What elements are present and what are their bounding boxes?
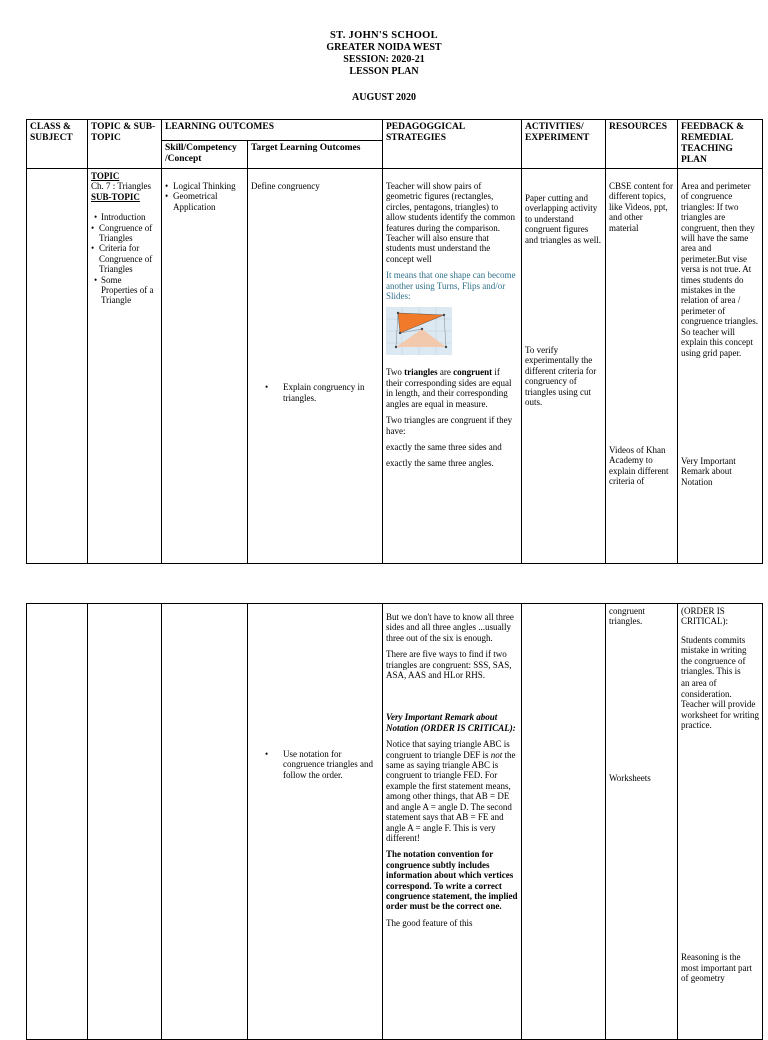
header-resources: RESOURCES (606, 120, 678, 169)
header-learning-outcomes: LEARNING OUTCOMES (162, 120, 383, 141)
resources-cell (606, 604, 678, 1040)
resource-text: congruent triangles. (609, 606, 645, 627)
pedagogy-text: It means that one shape can become another using Turns, Flips and/or Slides: (386, 270, 516, 302)
resources-cell (606, 169, 678, 564)
pedagogy-text: Two triangles are congruent if their corresponding sides are equal in length, and their corresponding angles are equal in measure. (386, 367, 512, 409)
topic-label: TOPIC (91, 171, 120, 181)
target-cell (248, 604, 383, 1040)
feedback-text: (ORDER IS CRITICAL): (681, 606, 728, 627)
header-feedback: FEEDBACK & REMEDIAL TEACHING PLAN (678, 120, 763, 169)
skill-item: • Geometrical Application (165, 191, 244, 212)
subtopic-item: • Introduction (91, 212, 158, 222)
subtopic-item: • Criteria for Congruence of Triangles (91, 243, 158, 274)
pedagogy-text: The good feature of this (386, 917, 473, 928)
header-skill: Skill/Competency /Concept (162, 141, 248, 169)
activity-text: To verify experimentally the different criteria for congruency of triangles using cut outs. (525, 345, 597, 408)
subtopic-item: • Congruence of Triangles (91, 223, 158, 244)
resource-text: CBSE content for different topics, like Videos, ppt, and other material (609, 181, 673, 233)
target-outcome: • Explain congruency in triangles. (259, 382, 379, 403)
pedagogy-text: Teacher will show pairs of geometric figures (rectangles, circles, pentagons, triangles) to allow students identify the common features during the comparison. Teacher will also ensure that students must understand the concept well (386, 181, 515, 264)
pedagogical-cell (383, 604, 522, 1040)
congruent-shapes-figure (386, 307, 452, 355)
school-location: GREATER NOIDA WEST (326, 42, 442, 53)
lesson-plan-table-1 (26, 119, 763, 564)
pedagogy-text: There are five ways to find if two triangles are congruent: SSS, SAS, ASA, AAS and HLor RHS. (386, 649, 512, 681)
month: AUGUST 2020 (352, 92, 416, 103)
header-pedagogical: PEDAGOGGICAL STRATEGIES (383, 120, 522, 169)
feedback-text: Students commits mistake in writing the congruence of triangles. This is (681, 634, 747, 677)
resource-text: Worksheets (609, 772, 651, 783)
pedagogy-text: exactly the same three angles. (386, 458, 494, 469)
activities-cell (522, 604, 606, 1040)
pedagogy-text: Two triangles are congruent if they have: (386, 415, 513, 436)
skill-cell (162, 604, 248, 1040)
target-cell (248, 169, 383, 564)
skill-item: • Logical Thinking (165, 181, 244, 191)
document-header (0, 30, 768, 104)
target-outcome: • Use notation for congruence triangles and follow the order. (259, 749, 379, 780)
topic-value: Ch. 7 : Triangles (91, 181, 152, 192)
pedagogy-text: exactly the same three sides and (386, 441, 502, 452)
header-topic: TOPIC & SUB-TOPIC (88, 120, 162, 169)
school-name: ST. JOHN'S SCHOOL (330, 30, 438, 41)
feedback-text: Reasoning is the most important part of geometry (681, 952, 752, 984)
feedback-text: an area of consideration. Teacher will provide worksheet for writing practice. (681, 678, 759, 731)
pedagogy-text: But we don't have to know all three sides and all three angles ...usually three out of the six is enough. (386, 612, 514, 643)
subtopic-label: SUB-TOPIC (91, 191, 140, 202)
activity-text: Paper cutting and overlapping activity to understand congruent figures and triangles as well. (525, 193, 601, 245)
skill-cell (162, 169, 248, 564)
pedagogy-text: The notation convention for congruence subtly includes information about which vertices correspond. To write a correct congruence statement, the implied order must be the correct one. (386, 849, 518, 912)
subtopic-item: • Some Properties of a Triangle (91, 275, 158, 306)
pedagogical-cell (383, 169, 522, 564)
class-subject-cell (27, 604, 88, 1040)
target-outcome: Define congruency (251, 181, 320, 191)
session: SESSION: 2020-21 (343, 54, 425, 65)
activities-cell (522, 169, 606, 564)
lesson-plan-table-2 (26, 603, 763, 1040)
feedback-text: Area and perimeter of congruence triangles: If two triangles are congruent, then they will have the same area and perimeter.But vise versa is not true. At times students do mistakes in the relation of area / perimeter of congruence triangles. So teacher will explain this concept using grid paper. (681, 181, 758, 358)
topic-cell (88, 604, 162, 1040)
resource-text: Videos of Khan Academy to explain different criteria of (609, 445, 669, 487)
header-class-subject: CLASS & SUBJECT (27, 120, 88, 169)
topic-cell (88, 169, 162, 564)
pedagogy-text: Notice that saying triangle ABC is congruent to triangle DEF is not the same as saying triangle ABC is congruent to triangle FED. For example the first statement means, among other things, that AB = DE and angle A = angle D. The second statement says that AB = FE and angle A = angle F. This is very different! (386, 739, 516, 843)
notation-remark-heading: Very Important Remark about Notation (ORDER IS CRITICAL): (386, 712, 516, 733)
feedback-cell (678, 604, 763, 1040)
header-target: Target Learning Outcomes (248, 141, 383, 169)
class-subject-cell (27, 169, 88, 564)
feedback-cell (678, 169, 763, 564)
header-activities: ACTIVITIES/ EXPERIMENT (522, 120, 606, 169)
feedback-text: Very Important Remark about Notation (681, 455, 736, 487)
document-type: LESSON PLAN (349, 66, 419, 77)
